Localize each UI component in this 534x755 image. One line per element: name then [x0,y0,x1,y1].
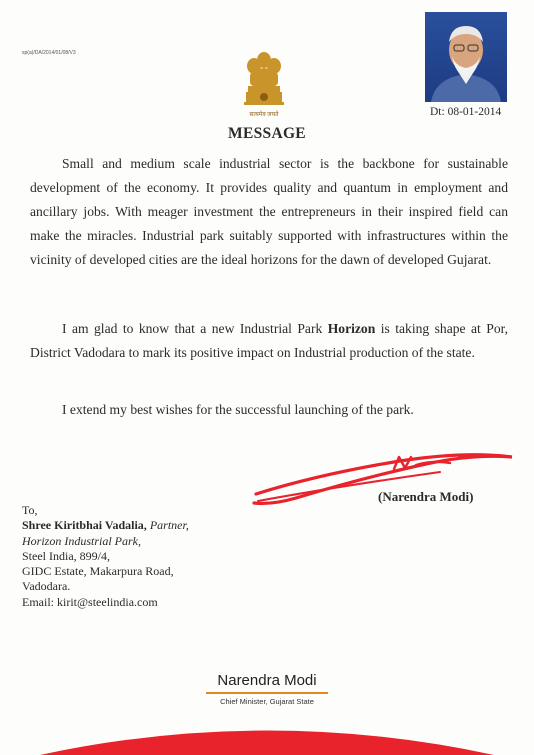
portrait-icon [425,12,507,102]
message-paragraph-1: Small and medium scale industrial sector is the backbone for sustainable development of the economy. It provides quality and quantum in employment and ancillary jobs. With meager investment the entrepreneurs in their inspired field can make the miracles. Industrial park suitably supported with infrastructures within the vicinity of developed cities are the ideal horizons for the dawn of developed Gujarat. [30,156,508,267]
address-email: Email: kirit@steelindia.com [22,594,158,609]
footer-divider [206,692,328,694]
message-paragraph-3: I extend my best wishes for the successful launching of the park. [62,402,414,417]
footer-name: Narendra Modi [217,672,317,689]
svg-text:सत्यमेव जयते: सत्यमेव जयते [249,112,279,118]
park-name: Horizon [327,321,376,336]
footer-role: Chief Minister, Gujarat State [220,697,314,706]
recipient-address [22,503,189,610]
signatory-name: (Narendra Modi) [378,489,474,504]
address-recipient: Shree Kiritbhai Vadalia, Partner, [22,518,189,533]
national-emblem-icon [240,50,288,122]
portrait-photo [425,12,507,102]
letter-date: Dt: 08-01-2014 [430,106,502,118]
message-paragraph-2: I am glad to know that a new Industrial Park Horizon is taking shape at Por, District Vadodara to mark its positive impact on Industrial production of the state. [30,321,508,360]
page-title: MESSAGE [228,125,306,142]
reference-number: sp(a)/DA/2014/01/08/V3 [22,50,76,56]
address-line-2: GIDC Estate, Makarpura Road, [22,564,174,579]
address-to: To, [22,503,38,517]
footer-arc [0,712,534,755]
address-company: Horizon Industrial Park, [22,533,142,548]
address-line-3: Vadodara. [22,579,71,594]
address-line-1: Steel India, 899/4, [22,548,110,563]
